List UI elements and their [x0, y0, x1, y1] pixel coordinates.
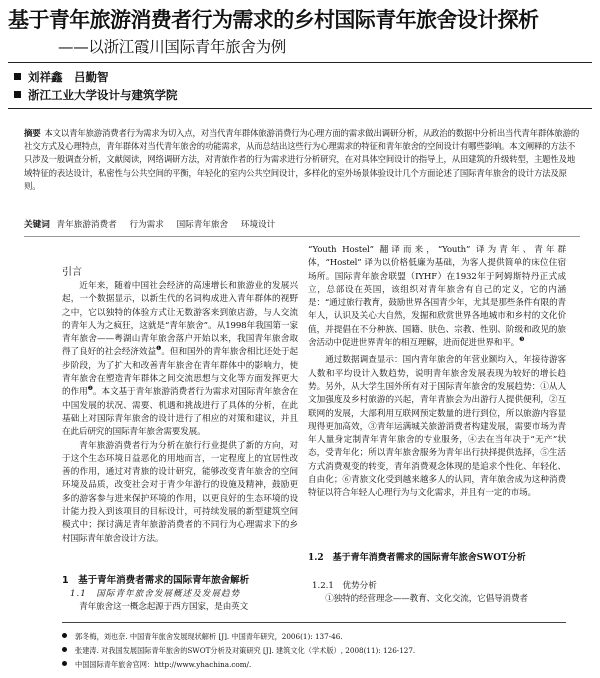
title-rule: [8, 62, 592, 63]
affiliation-line: [14, 88, 178, 102]
footnote-marker: ❶: [156, 345, 162, 353]
section-1-2-1-heading: 1.2.1 优势分析: [312, 581, 377, 591]
paragraph: 青年旅游消费者行为分析在旅行行业提供了新的方向，对于这个生态环境日益恶化的用地而言，一定程度上的宜居性改善的作用，通过对青旅的设计研究，能够改变青年旅舍的空间环境及品质，改变社会对于青少年游行的设施及精神，鼓励更多的游客参与进来保护环境的作用，以更良好的生态环境的设计能力投入到该项目的目标设计，可持续发展的新型建筑空间模式中；探讨满足青年旅游消费者的不同行为心理需求下的乡村国际青年旅舍设计方法。: [62, 440, 298, 544]
left-column: [62, 280, 298, 566]
bullet-icon: [62, 661, 67, 666]
keywords: [24, 219, 580, 231]
footnote: 张建涛. 对我国发展国际青年旅舍的SWOT分析及对策研究 [J]. 建筑文化（学术版）, 2008(11): 126-127.: [62, 646, 415, 656]
abstract: [24, 127, 580, 193]
keyword: 环境设计: [240, 220, 276, 230]
bullet-icon: [62, 647, 67, 652]
footnote: 中国国际青年旅舍官网：http://www.yhachina.com/.: [62, 660, 251, 670]
footnote-rule: [62, 622, 566, 623]
author-rule: [8, 108, 592, 109]
section-1-1-text: 青年旅舍这一概念起源于西方国家，是由英文: [79, 602, 249, 612]
authors: 刘祥鑫 吕勤智: [28, 70, 109, 84]
paper-title: 基于青年旅游消费者行为需求的乡村国际青年旅舍设计探析: [8, 8, 539, 32]
affiliation: 浙江工业大学设计与建筑学院: [28, 88, 178, 102]
abstract-text: 本文以青年旅游消费者行为需求为切入点，对当代青年群体旅游消费行为心理方面的需求做出调研分析，从政治的数据中分析出当代青年群体旅游的社交方式及心理特点，青年群体对当代青年旅舍的功能需求，从而总结出这些行为心理需求的特征和青年旅舍的空间设计有哪些影响。本文阐释的方法不只涉及一般调查分析，文献阅读，网络调研方法，对青旅作者的行为需求进行分析研究，在对具体空间设计的指导上，从田建筑的升级转型，主题性及地域特征的表达设计，私密性与公共空间的平衡，年轻化的室内公共空间设计，多样化的室外场景体验设计几个方面论述了国际青年旅舍的设计方法及原则。: [24, 128, 580, 191]
paper-subtitle: ——以浙江霞川国际青年旅舍为例: [58, 38, 287, 56]
intro-heading: 引言: [62, 267, 82, 278]
section-1-2-1-text: ①独特的经营理念——教育、文化交流，它倡导消费者: [325, 594, 528, 604]
abstract-label: 摘要: [24, 128, 41, 138]
bullet-icon: [62, 633, 67, 638]
paragraph: 通过数据调查显示：国内青年旅舍的年营业额均入，年接待游客人数和平均设计入数趋势，说明青年旅舍发展表现为较好的增长趋势。另外，从大学生国外所有对于国际青年旅舍的发展趋势：①从人文加强度及乡村旅游的兴起，青年青旅会为出游行人提供便利，②互联网的发展，大部利用互联网预定数量的进行到位，所以旅游内容显现得更加高效，③青年运满城关旅游消费者构建发展，需要市场为青年人量身定制青年青年旅舍的专业服务，④去在当年决于“无产”状态，受青年化；所以青年旅舍服务为青年出行抉择提供选择，⑤生活方式消费观变的转变，青年消费观念体现的是追求个性化、年轻化、自由化；⑥青旅文化受到越来越多人的认同，青年旅舍成为这种消费特征以符合年轻人心理行为与文化需求，并且有一定的市场。: [308, 355, 566, 499]
section-1-1-heading: 1.1 国际青年旅舍发展概述及发展趋势: [70, 589, 241, 599]
keywords-label: 关键词: [24, 220, 50, 230]
section-1-2-heading: 1.2 基于青年消费者需求的国际青年旅舍SWOT分析: [308, 553, 526, 563]
keyword: 国际青年旅舍: [176, 220, 229, 230]
footnote: 郭冬梅，刘也奈. 中国青年旅舍发展现状解析 [J]. 中国青年研究，2006(1): 137-46.: [62, 632, 343, 642]
keyword: 行为需求: [129, 220, 164, 230]
square-bullet-icon: [14, 91, 21, 98]
footnote-marker: ❸: [519, 336, 525, 344]
footnote-marker: ❷: [87, 385, 93, 393]
right-column: [308, 244, 566, 548]
paragraph: “Youth Hostel” 翻译而来，“Youth” 译为青年、青年群体，“Hostel” 译为以价格低廉为基础，为客人提供简单的床位住宿场所。国际青年旅舍联盟（IYHF）在1932年于阿姆斯特丹正式成立，总部设在英国，该组织对青年旅舍有自己的定义，它的内涵是：“通过旅行教育，鼓励世界各国青少年，尤其是那些条件有限的青年人，认识及关心大自然，发掘和欣赏世界各地城市和乡村的文化价值，并提倡在不分种族、国籍、肤色、宗教、性别、阶级和政见的旅舍活动中促进世界青年的相互理解，进而促进世界和平。$^❸$: [308, 245, 566, 349]
paragraph: 近年来，随着中国社会经济的高速增长和旅游业的发展兴起，一个数据显示，以新生代的名词构成进入青年群体的视野之中，它以独特的体验方式让无数游客来到旅店游，与人交流的青年人为之疯狂，这就是“青年旅舍”。从1998年我国第一家青年旅舍——粤湖山青年旅舍落户开始以来，我国青年旅舍取得了良好的社会经济效益$^❶$。但和国外的青年旅舍相比还处于起步阶段，为了扩大和改善青年旅舍在青年群体中的影响力，使青年旅舍在塑造青年群体之间交流思想与文化等方面发挥更大的作用$^❷$。本文基于青年旅游消费者行为需求对国际青年旅舍在中国发展的状况、需要、机遇和挑战进行了具体的分析，在此基础上对国际青年旅舍的设计进行了相应的对策和建议，并且在此后研究的国际青年旅舍需要发展。: [62, 281, 298, 438]
author-line: [14, 70, 109, 84]
keyword: 青年旅游消费者: [56, 220, 117, 230]
keywords-rule: [24, 236, 580, 237]
section-1-heading: 1 基于青年消费者需求的国际青年旅舍解析: [62, 575, 250, 586]
square-bullet-icon: [14, 73, 21, 80]
